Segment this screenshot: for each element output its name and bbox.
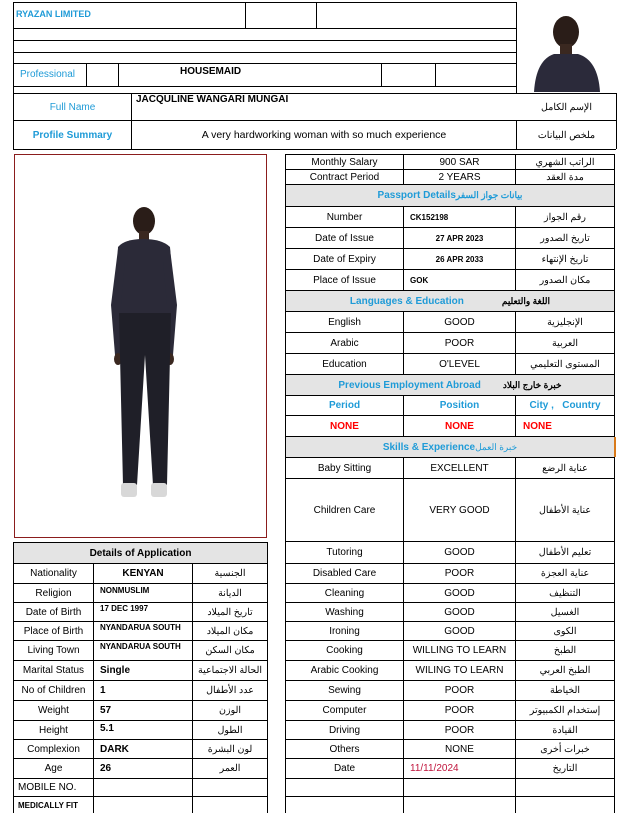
skill-baby-sitting-label: Baby Sitting — [317, 462, 372, 474]
skill-ironing-label: Ironing — [329, 625, 360, 637]
skill-others-ar: خبرات أخرى — [540, 743, 590, 755]
passport-title-ar: بيانات جواز السفر — [455, 190, 523, 200]
full-name-label: Full Name — [49, 101, 96, 113]
dob-value: 17 DEC 1997 — [100, 604, 149, 613]
profile-summary-label: Profile Summary — [32, 129, 113, 141]
skill-baby-sitting-value: EXCELLENT — [430, 462, 489, 474]
skill-washing-value: GOOD — [444, 606, 475, 618]
dob-label: Date of Birth — [25, 606, 82, 618]
arabic-label: Arabic — [330, 337, 359, 349]
complexion-label: Complexion — [27, 743, 80, 755]
skill-cleaning-value: GOOD — [444, 587, 475, 599]
employment-title: Previous Employment Abroad — [338, 379, 481, 391]
date-label: Date — [333, 763, 356, 774]
skills-title: Skills & Experience — [382, 441, 476, 453]
weight-value: 57 — [100, 705, 112, 716]
application-title: Details of Application — [14, 543, 267, 563]
education-value: O'LEVEL — [439, 358, 480, 370]
employment-city: NONE — [523, 420, 552, 432]
children-ar: عدد الأطفال — [206, 685, 254, 696]
marital-status-label: Marital Status — [22, 665, 85, 676]
passport-issue-label: Date of Issue — [315, 232, 374, 244]
skill-arabic-cooking-ar: الطبخ العربي — [539, 665, 591, 676]
contract-period-ar: مدة العقد — [546, 171, 584, 183]
employment-period: NONE — [330, 420, 359, 432]
height-label: Height — [39, 724, 68, 736]
date-ar: التاريخ — [552, 763, 578, 774]
mobile-label: MOBILE NO. — [18, 782, 77, 793]
skill-children-care-value: VERY GOOD — [429, 504, 490, 516]
skill-computer-label: Computer — [322, 705, 367, 716]
skill-cooking-label: Cooking — [326, 645, 363, 656]
full-body-photo — [14, 154, 267, 538]
passport-number-value: CK152198 — [410, 212, 449, 222]
skill-cleaning-ar: التنظيف — [549, 587, 581, 599]
skill-tutoring-label: Tutoring — [326, 547, 363, 558]
medically-fit-label: MEDICALLY FIT — [18, 800, 79, 810]
age-label: Age — [44, 763, 63, 774]
skill-computer-ar: إستخدام الكمبيوتر — [529, 705, 601, 716]
english-ar: الإنجليزية — [547, 316, 583, 328]
skill-arabic-cooking-label: Arabic Cooking — [310, 665, 379, 676]
passport-title: Passport Details — [377, 190, 456, 201]
religion-label: Religion — [35, 587, 72, 599]
skill-sewing-value: POOR — [444, 685, 475, 696]
passport-issue-value: 27 APR 2023 — [435, 233, 484, 243]
skills-section-header — [286, 437, 614, 457]
passport-expiry-ar: تاريخ الإنتهاء — [541, 253, 589, 265]
nationality-value: KENYAN — [122, 568, 164, 579]
monthly-salary-label: Monthly Salary — [311, 156, 378, 168]
passport-expiry-label: Date of Expiry — [313, 253, 376, 265]
passport-expiry-value: 26 APR 2033 — [435, 254, 484, 264]
skill-tutoring-ar: تعليم الأطفال — [538, 547, 592, 558]
children-value: 1 — [100, 685, 106, 696]
height-ar: الطول — [217, 724, 243, 736]
skills-title-ar: خبرة العمل — [475, 441, 518, 452]
position-title: HOUSEMAID — [180, 66, 242, 77]
children-label: No of Children — [21, 685, 86, 696]
place-of-birth-value: NYANDARUA SOUTH — [100, 623, 181, 632]
skill-driving-label: Driving — [328, 724, 361, 736]
passport-place-label: Place of Issue — [313, 274, 376, 286]
skill-disabled-care-label: Disabled Care — [312, 568, 377, 579]
arabic-ar: العربية — [552, 337, 578, 349]
skill-ironing-ar: الكوى — [553, 625, 577, 637]
living-town-ar: مكان السكن — [205, 645, 255, 656]
nationality-label: Nationality — [30, 568, 77, 579]
employment-col-position: Position — [439, 400, 480, 411]
skill-washing-ar: الغسيل — [550, 606, 580, 618]
employment-position: NONE — [445, 420, 474, 432]
monthly-salary-ar: الراتب الشهري — [535, 156, 595, 168]
english-value: GOOD — [444, 316, 475, 328]
skill-cooking-ar: الطبخ — [553, 645, 577, 656]
professional-label: Professional — [20, 69, 76, 80]
english-label: English — [328, 316, 361, 328]
skill-sewing-label: Sewing — [328, 685, 361, 696]
dob-ar: تاريخ الميلاد — [207, 606, 253, 618]
age-value: 26 — [100, 763, 112, 774]
weight-ar: الوزن — [219, 705, 242, 716]
skill-baby-sitting-ar: عناية الرضع — [542, 462, 588, 474]
education-label: Education — [322, 358, 367, 370]
skill-driving-value: POOR — [444, 724, 475, 736]
passport-issue-ar: تاريخ الصدور — [540, 232, 590, 244]
profile-summary-ar: ملخص البيانات — [537, 129, 596, 141]
date-value: 11/11/2024 — [410, 763, 459, 774]
marital-status-ar: الحالة الاجتماعية — [198, 665, 262, 676]
full-name-ar: الإسم الكامل — [541, 101, 592, 113]
living-town-value: NYANDARUA SOUTH — [100, 642, 181, 651]
skill-tutoring-value: GOOD — [444, 547, 475, 558]
place-of-birth-label: Place of Birth — [23, 625, 84, 637]
languages-section-header — [286, 291, 614, 311]
living-town-label: Living Town — [27, 645, 80, 656]
weight-label: Weight — [38, 705, 69, 716]
employment-col-city: City , Country — [529, 400, 601, 411]
religion-ar: الديانة — [218, 587, 242, 599]
profile-summary-value: A very hardworking woman with so much experience — [201, 129, 447, 141]
place-of-birth-ar: مكان الميلاد — [206, 625, 254, 637]
skill-washing-label: Washing — [325, 606, 364, 618]
education-ar: المستوى التعليمي — [530, 358, 600, 370]
passport-number-ar: رقم الجواز — [544, 211, 586, 223]
age-ar: العمر — [219, 763, 241, 774]
complexion-ar: لون البشرة — [207, 743, 253, 755]
skill-others-value: NONE — [445, 743, 474, 755]
skill-arabic-cooking-value: WILING TO LEARN — [415, 665, 504, 676]
skill-disabled-care-value: POOR — [444, 568, 475, 579]
full-name-value: JACQULINE WANGARI MUNGAI — [136, 94, 289, 105]
employment-col-period: Period — [328, 400, 361, 411]
contract-period-label: Contract Period — [309, 171, 380, 183]
marital-status-value: Single — [100, 665, 131, 676]
monthly-salary-value: 900 SAR — [439, 156, 480, 168]
languages-title: Languages & Education — [349, 295, 464, 307]
contract-period-value: 2 YEARS — [438, 171, 481, 183]
skill-computer-value: POOR — [444, 705, 475, 716]
employment-section-header — [286, 375, 614, 395]
skill-driving-ar: القيادة — [552, 724, 578, 736]
employment-title-ar: خبرة خارج البلاد — [502, 379, 562, 390]
nationality-ar: الجنسية — [214, 568, 246, 579]
skill-sewing-ar: الخياطة — [549, 685, 581, 696]
skill-children-care-label: Children Care — [313, 504, 376, 516]
height-value: 5.1 — [100, 723, 114, 734]
arabic-value: POOR — [444, 337, 475, 349]
passport-section-header — [286, 185, 614, 206]
passport-place-value: GOK — [410, 275, 429, 285]
skill-children-care-ar: عناية الأطفال — [538, 504, 592, 516]
company-name: RYAZAN LIMITED — [16, 9, 91, 19]
complexion-value: DARK — [100, 743, 129, 755]
header-photo — [520, 4, 616, 92]
passport-place-ar: مكان الصدور — [539, 274, 591, 286]
religion-value: NONMUSLIM — [100, 586, 150, 595]
skill-cleaning-label: Cleaning — [324, 587, 365, 599]
skill-others-label: Others — [329, 743, 360, 755]
skill-cooking-value: WILLING TO LEARN — [412, 645, 507, 656]
skill-disabled-care-ar: عناية العجزة — [540, 568, 590, 579]
passport-number-label: Number — [326, 211, 363, 223]
languages-title-ar: اللغة والتعليم — [501, 295, 551, 306]
skill-ironing-value: GOOD — [444, 625, 475, 637]
